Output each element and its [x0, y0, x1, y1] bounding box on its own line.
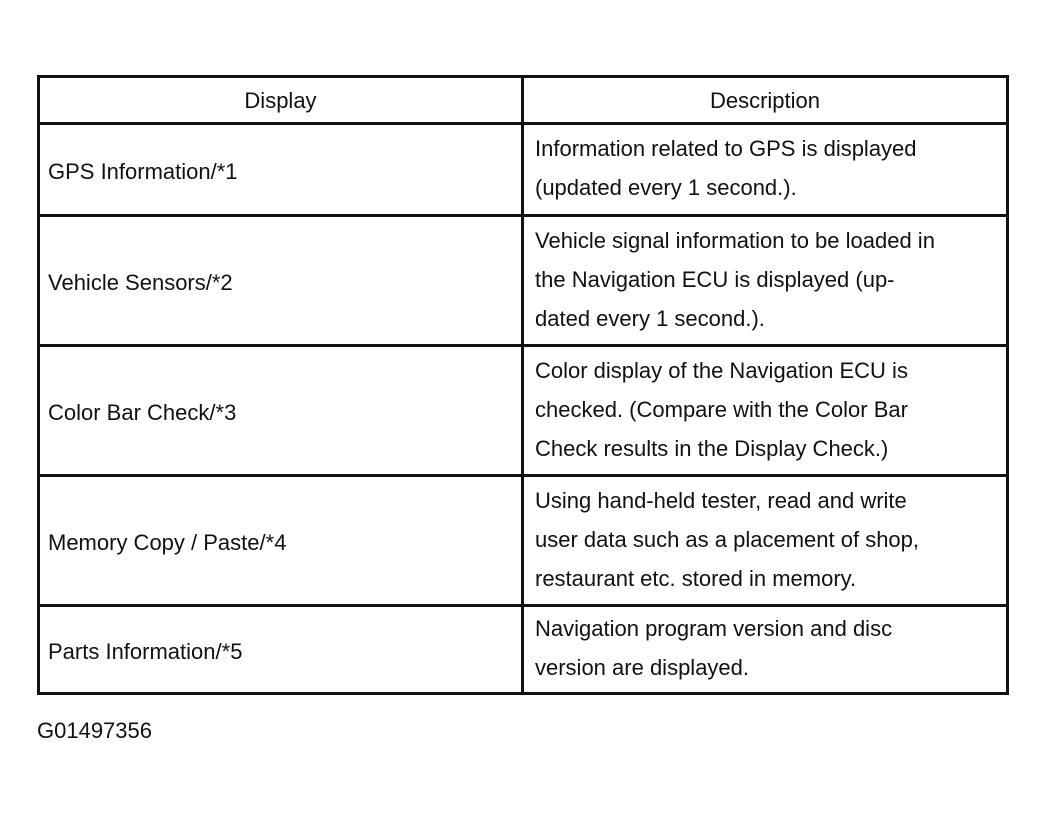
description-line: dated every 1 second.).: [535, 305, 765, 331]
table-row: [39, 216, 1008, 346]
description-cell: [523, 216, 1008, 346]
table-row: [39, 346, 1008, 476]
display-cell: GPS Information/*1: [39, 124, 523, 216]
display-cell: Parts Information/*5: [39, 606, 523, 694]
display-cell: Color Bar Check/*3: [39, 346, 523, 476]
figure-id: G01497356: [37, 718, 152, 743]
display-cell: Vehicle Sensors/*2: [39, 216, 523, 346]
description-line: Color display of the Navigation ECU is: [535, 357, 908, 383]
table-row: [39, 476, 1008, 606]
description-line: the Navigation ECU is displayed (up-: [535, 266, 895, 292]
table-row: [39, 124, 1008, 216]
description-line: Using hand-held tester, read and write: [535, 487, 907, 513]
header-display: Display: [39, 77, 523, 124]
description-line: version are displayed.: [535, 655, 750, 680]
description-line: user data such as a placement of shop,: [535, 526, 920, 552]
table-row: [39, 606, 1008, 694]
header-description: Description: [523, 77, 1008, 124]
description-line: Information related to GPS is displayed: [535, 136, 917, 161]
description-line: restaurant etc. stored in memory.: [535, 565, 857, 591]
description-cell: [523, 124, 1008, 216]
description-cell: [523, 606, 1008, 694]
description-cell: [523, 346, 1008, 476]
description-line: Check results in the Display Check.): [535, 435, 889, 461]
display-cell: Memory Copy / Paste/*4: [39, 476, 523, 606]
description-line: Navigation program version and disc: [535, 616, 893, 641]
display-description-table: [37, 75, 1009, 695]
table-header-row: [39, 77, 1008, 124]
description-line: checked. (Compare with the Color Bar: [535, 396, 908, 422]
description-cell: [523, 476, 1008, 606]
description-line: Vehicle signal information to be loaded in: [535, 227, 935, 253]
description-line: (updated every 1 second.).: [535, 175, 797, 200]
